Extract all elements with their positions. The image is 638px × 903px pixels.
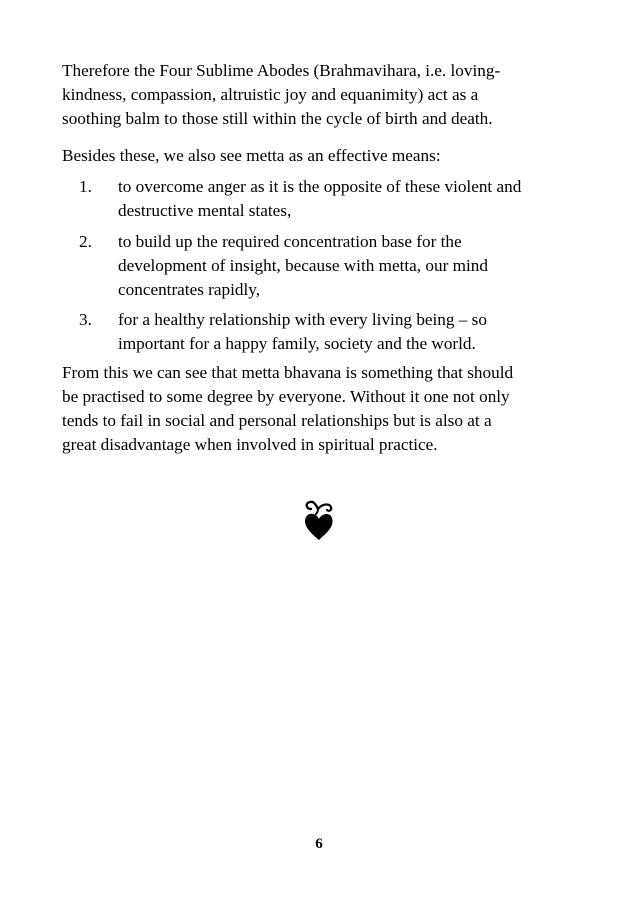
text-line: concentrates rapidly, — [118, 280, 261, 299]
list-item-text — [118, 230, 582, 302]
text-line: Besides these, we also see metta as an effective means: — [62, 146, 441, 165]
page-number: 6 — [315, 836, 323, 852]
list-intro-paragraph — [62, 144, 582, 168]
text-line: important for a happy family, society and the world. — [118, 334, 476, 353]
text-line: kindness, compassion, altruistic joy and equanimity) act as a — [62, 85, 479, 104]
text-line: development of insight, because with metta, our mind — [118, 256, 488, 275]
text-line: great disadvantage when involved in spiritual practice. — [62, 435, 438, 454]
text-line: to overcome anger as it is the opposite of these violent and — [118, 177, 522, 196]
intro-paragraph — [62, 59, 582, 131]
text-line: soothing balm to those still within the cycle of birth and death. — [62, 109, 493, 128]
list-item-text — [118, 175, 582, 223]
list-item-number: 2. — [79, 232, 92, 251]
list-item-text — [118, 308, 582, 356]
text-line: From this we can see that metta bhavana is something that should — [62, 363, 514, 382]
text-line: destructive mental states, — [118, 201, 292, 220]
text-line: be practised to some degree by everyone. Without it one not only — [62, 387, 510, 406]
text-line: for a healthy relationship with every living being – so — [118, 310, 487, 329]
text-line: tends to fail in social and personal relationships but is also at a — [62, 411, 492, 430]
floral-heart-ornament-icon — [302, 500, 336, 542]
list-item-number: 1. — [79, 177, 92, 196]
list-item-number: 3. — [79, 310, 92, 329]
text-line: Therefore the Four Sublime Abodes (Brahmavihara, i.e. loving- — [62, 61, 501, 80]
closing-paragraph — [62, 361, 582, 457]
text-line: to build up the required concentration base for the — [118, 232, 462, 251]
